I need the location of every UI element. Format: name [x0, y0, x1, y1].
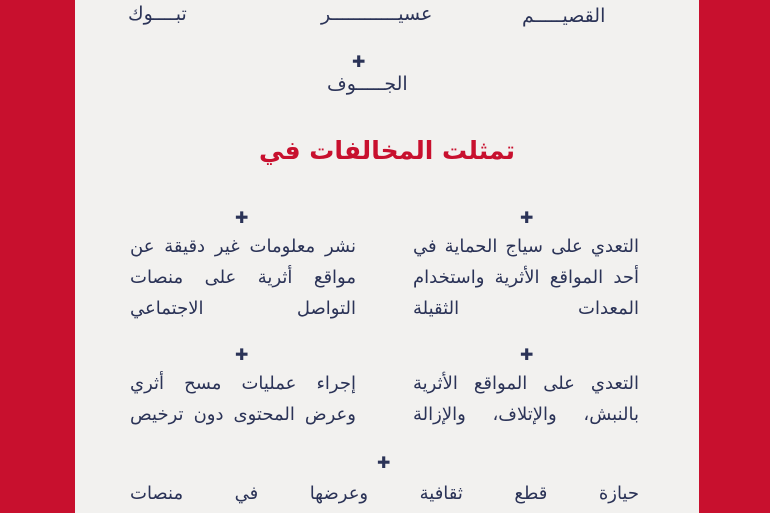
- bullet-plus-icon: ✚: [235, 208, 249, 227]
- region-jouf: الجـــــوف: [327, 73, 408, 95]
- bullet-plus-icon: ✚: [377, 453, 391, 472]
- violation-item: التعدي على المواقع الأثرية بالنبش، والإتلاف، والإزالة: [413, 373, 639, 425]
- bullet-plus-icon: ✚: [520, 208, 534, 227]
- region-tabuk: تبــــوك: [128, 3, 187, 25]
- bullet-plus-icon: ✚: [235, 345, 249, 364]
- infographic-card: [75, 0, 699, 513]
- bullet-plus-icon: ✚: [520, 345, 534, 364]
- violation-item: إجراء عمليات مسح أثري وعرض المحتوى دون ترخيص: [130, 373, 356, 425]
- region-qassim: القصيـــــم: [522, 5, 606, 27]
- violation-item: حيازة قطع ثقافية وعرضها في منصات: [130, 483, 639, 504]
- region-asir: عسيــــــــــــر: [321, 3, 433, 25]
- violation-item: نشر معلومات غير دقيقة عن مواقع أثرية على منصات التواصل الاجتماعي: [130, 236, 356, 319]
- section-heading: تمثلت المخالفات في: [258, 136, 516, 165]
- violation-item: التعدي على سياج الحماية في أحد المواقع الأثرية واستخدام المعدات الثقيلة: [413, 236, 639, 319]
- bullet-plus-icon: ✚: [352, 52, 366, 71]
